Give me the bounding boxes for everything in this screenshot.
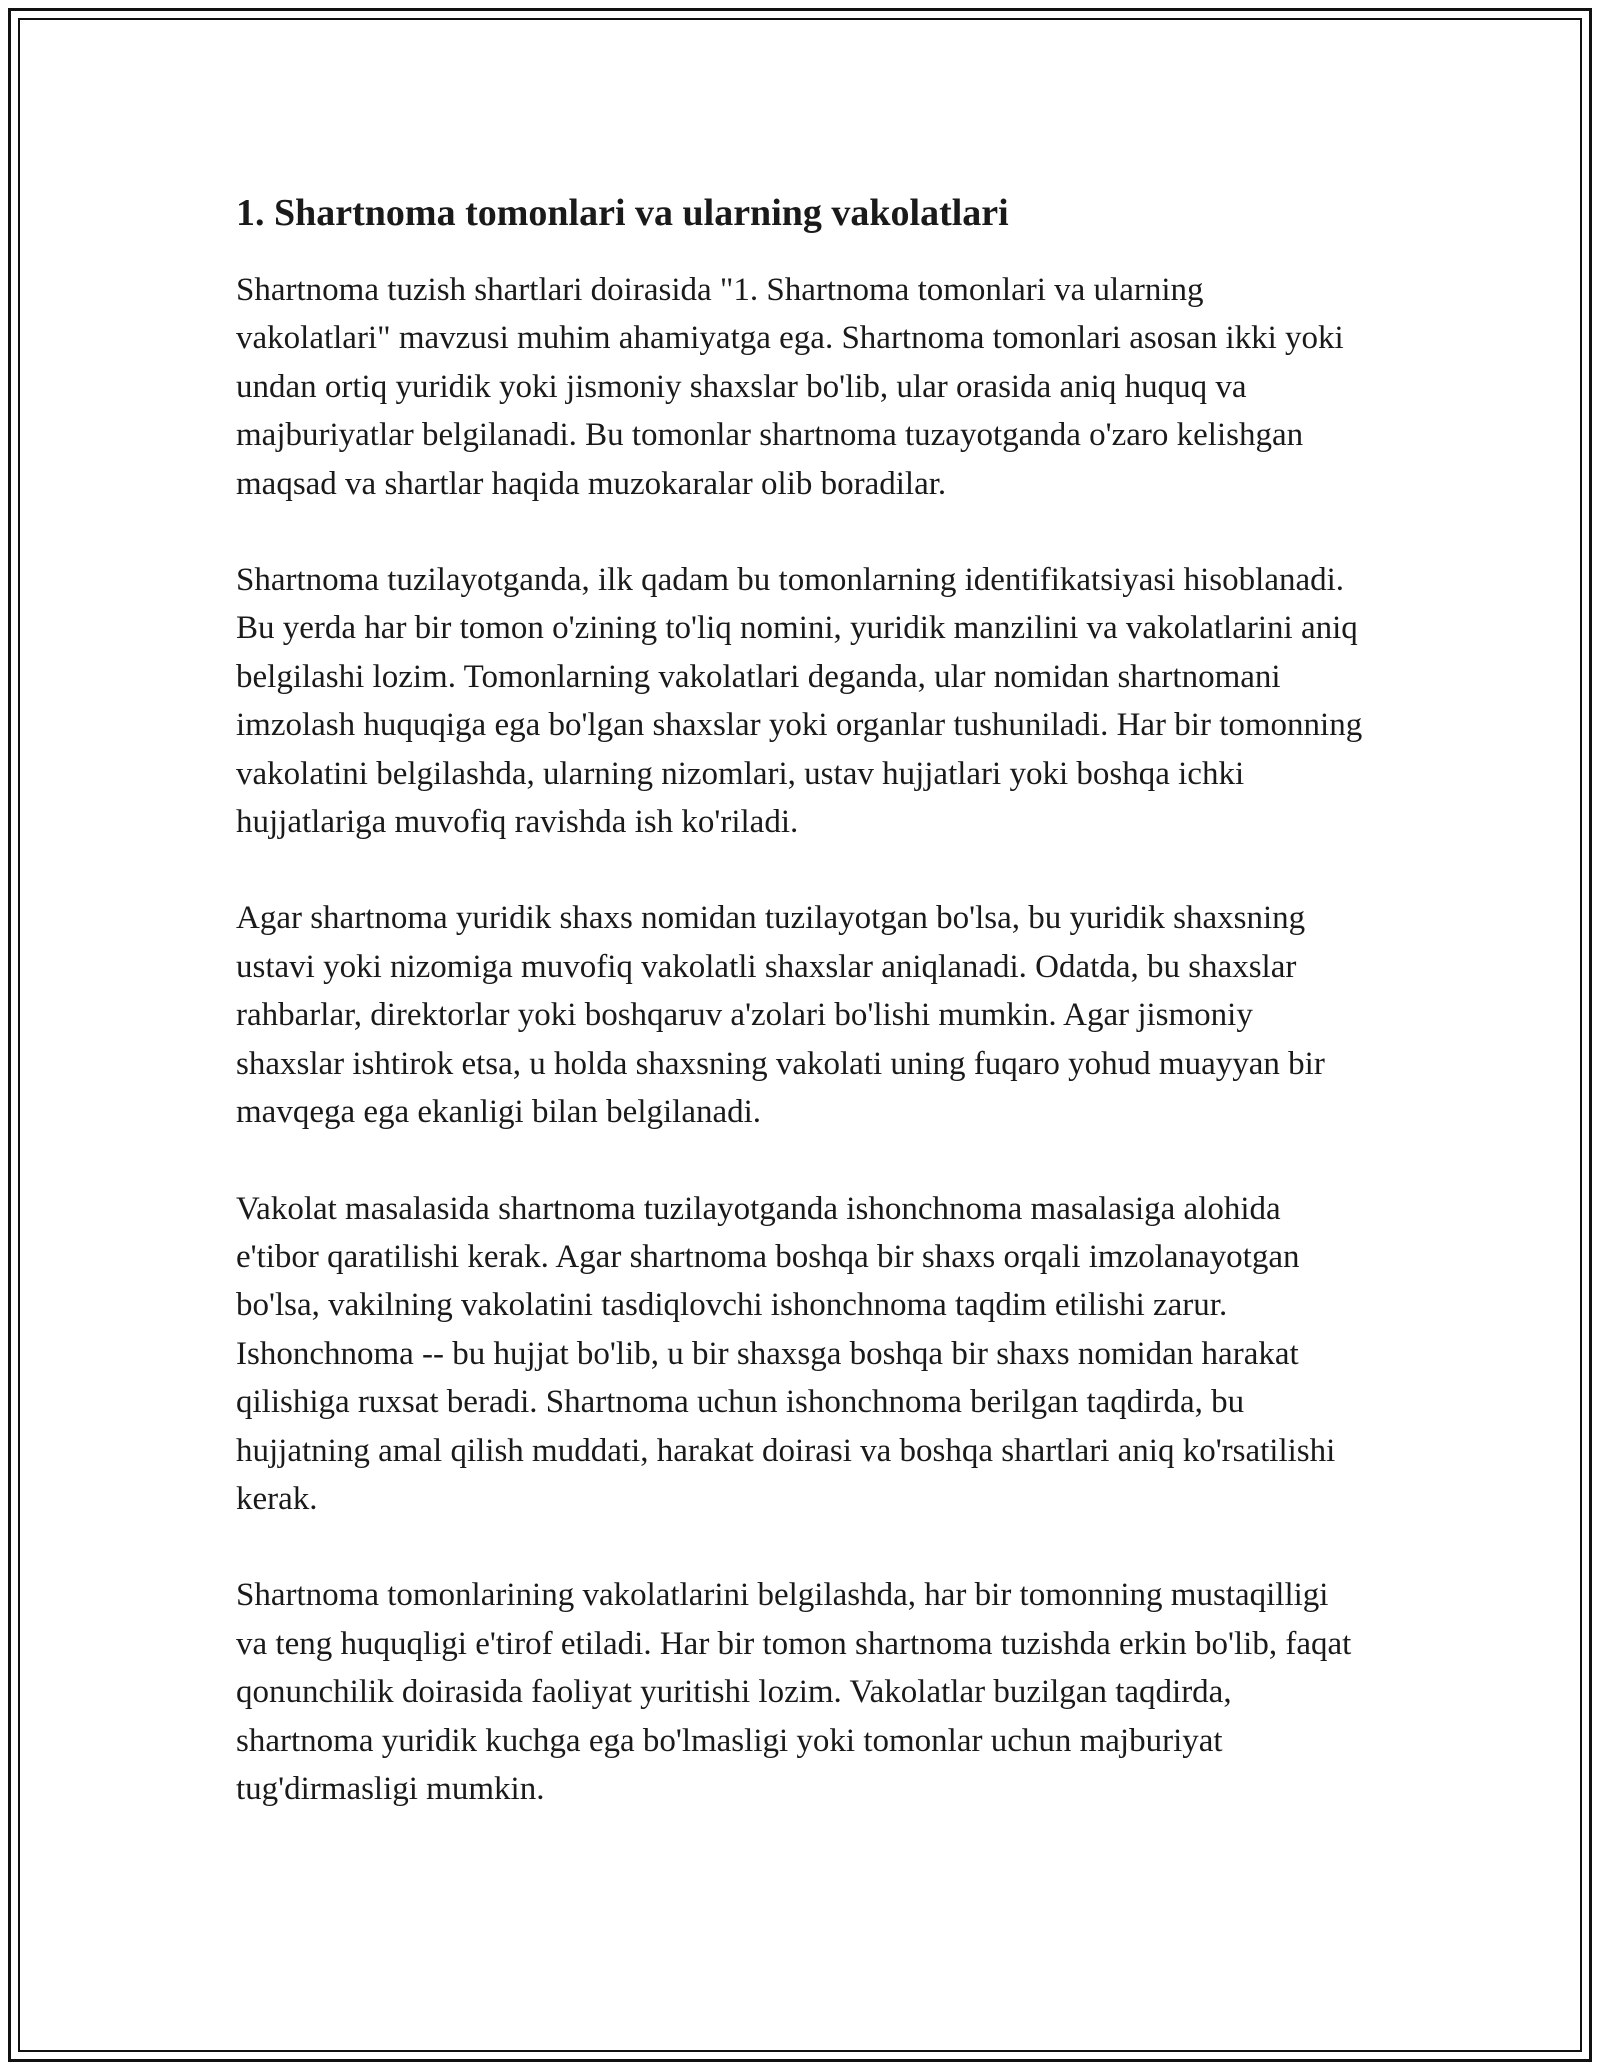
paragraph-3: Agar shartnoma yuridik shaxs nomidan tuzilayotgan bo'lsa, bu yuridik shaxsning ustavi yoki nizomiga muvofiq vakolatli shaxslar aniqlanadi. Odatda, bu shaxslar rahbarlar, direktorlar yoki boshqaruv a'zolari bo'lishi mumkin. Agar jismoniy shaxslar ishtirok etsa, u holda shaxsning vakolati uning fuqaro yohud muayyan bir mavqega ega ekanligi bilan belgilanadi. <box>236 900 1325 1131</box>
section-heading: 1. Shartnoma tomonlari va ularning vakolatlari <box>236 192 1009 234</box>
document-body <box>236 186 1366 1861</box>
paragraph-2: Shartnoma tuzilayotganda, ilk qadam bu tomonlarning identifikatsiyasi hisoblanadi. Bu yerda har bir tomon o'zining to'liq nomini, yuridik manzilini va vakolatlarini aniq belgilashi lozim. Tomonlarning vakolatlari deganda, ular nomidan shartnomani imzolash huquqiga ega bo'lgan shaxslar yoki organlar tushuniladi. Har bir tomonning vakolatini belgilashda, ularning nizomlari, ustav hujjatlari yoki boshqa ichki hujjatlariga muvofiq ravishda ish ko'riladi. <box>236 562 1363 841</box>
paragraph-1: Shartnoma tuzish shartlari doirasida "1. Shartnoma tomonlari va ularning vakolatlari" mavzusi muhim ahamiyatga ega. Shartnoma tomonlari asosan ikki yoki undan ortiq yuridik yoki jismoniy shaxslar bo'lib, ular orasida aniq huquq va majburiyatlar belgilanadi. Bu tomonlar shartnoma tuzayotganda o'zaro kelishgan maqsad va shartlar haqida muzokaralar olib boradilar. <box>236 272 1344 502</box>
paragraph-5: Shartnoma tomonlarining vakolatlarini belgilashda, har bir tomonning mustaqilligi va teng huquqligi e'tirof etiladi. Har bir tomon shartnoma tuzishda erkin bo'lib, faqat qonunchilik doirasida faoliyat yuritishi lozim. Vakolatlar buzilgan taqdirda, shartnoma yuridik kuchga ega bo'lmasligi yoki tomonlar uchun majburiyat tug'dirmasligi mumkin. <box>236 1577 1352 1807</box>
paragraph-4: Vakolat masalasida shartnoma tuzilayotganda ishonchnoma masalasiga alohida e'tibor qaratilishi kerak. Agar shartnoma boshqa bir shaxs orqali imzolanayotgan bo'lsa, vakilning vakolatini tasdiqlovchi ishonchnoma taqdim etilishi zarur. Ishonchnoma -- bu hujjat bo'lib, u bir shaxsga boshqa bir shaxs nomidan harakat qilishiga ruxsat beradi. Shartnoma uchun ishonchnoma berilgan taqdirda, bu hujjatning amal qilish muddati, harakat doirasi va boshqa shartlari aniq ko'rsatilishi kerak. <box>236 1190 1336 1517</box>
